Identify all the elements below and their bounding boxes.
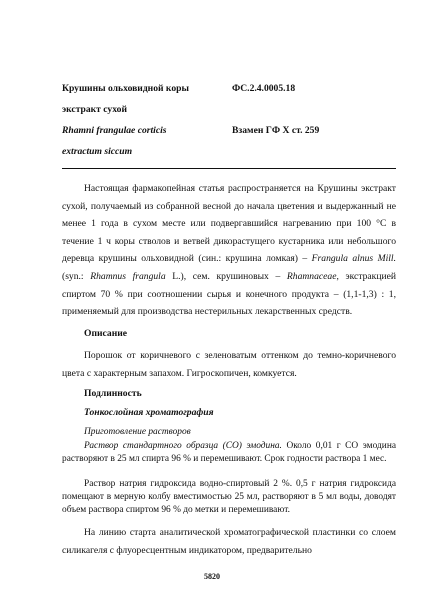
standard-solution-body: Около 0,01 г СО эмодина растворяют в 25 мл спирта 96 % и перемешивают. Срок годности раствора 1 мес. xyxy=(62,441,396,464)
latin-name-line1: Rhamni frangulae corticis xyxy=(62,125,167,136)
prep-heading: Приготовление растворов xyxy=(84,427,191,437)
monograph-title: Крушины ольховидной коры xyxy=(62,83,189,94)
monograph-title-line2: экстракт сухой xyxy=(62,104,127,115)
syn-close: L.), сем. крушиновых – xyxy=(165,270,287,282)
monograph-header xyxy=(62,79,396,99)
family-name: Rhamnaceae xyxy=(286,270,337,282)
standard-solution-text xyxy=(62,440,396,466)
latin-name-row xyxy=(62,121,396,141)
intro-end: , экстракцией спиртом 70 % при соотношении сырья и конечного продукта – (1,1-1,3) : 1, применяемый для производства нестерильных лекарственных средств. xyxy=(62,270,397,318)
intro-text: Настоящая фармакопейная статья распространяется на Крушины экстракт сухой, получаемый из собранной весной до начала цветения и выдержанный не менее 1 года в сухом месте или подвергавшийся нагреванию при 100 °С в течение 1 ч коры стволов и ветвей дикорастущего кустарника или небольшого деревца крушины ольховидной (син.: крушина ломкая) – xyxy=(62,183,396,265)
latin-name-line2: extractum siccum xyxy=(62,146,133,157)
plate-paragraph: На линию старта аналитической хроматографической пластинки со слоем силикагеля с флуоресцентным индикатором, предварительно xyxy=(62,527,396,556)
latin-name-row2 xyxy=(62,142,396,162)
syn-open: (syn.: xyxy=(62,270,91,282)
description-heading: Описание xyxy=(84,328,128,339)
standard-solution-label: Раствор стандартного образца (СО) эмодина. xyxy=(84,441,282,451)
intro-paragraph xyxy=(62,180,396,321)
header-rule xyxy=(62,168,396,169)
species-name: Frangula alnus Mill. xyxy=(311,253,396,265)
identity-heading: Подлинность xyxy=(84,388,142,399)
monograph-title-line2-row xyxy=(62,100,396,120)
replaces-note: Взамен ГФ X ст. 259 xyxy=(232,125,320,136)
naoh-solution-text: Раствор натрия гидроксида водно-спиртовый 2 %. 0,5 г натрия гидроксида помещают в мерную колбу вместимостью 25 мл, растворяют в 5 мл воды, доводят объем раствора спиртом 96 % до метки и перемешивают. xyxy=(62,479,396,515)
description-text: Порошок от коричневого с зеленоватым оттенком до темно-коричневого цвета с характерным запахом. Гигроскопичен, комкуется. xyxy=(62,350,396,379)
synonym-name: Rhamnus frangula xyxy=(90,270,166,282)
monograph-code: ФС.2.4.0005.18 xyxy=(232,83,296,94)
tlc-heading: Тонкослойная хроматография xyxy=(84,407,214,418)
page-number: 5820 xyxy=(204,572,220,581)
